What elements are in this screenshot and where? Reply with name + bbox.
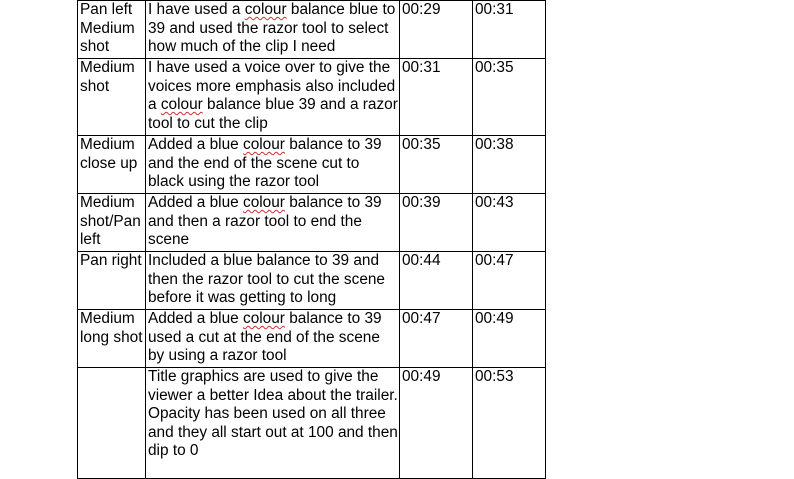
description-text: balance to 39 used a cut at the end of the scene by using a razor tool [148, 310, 382, 365]
shot-type-cell [78, 368, 146, 479]
end-time-cell: 00:43 [473, 194, 546, 252]
table-row [78, 310, 546, 368]
description-cell [146, 194, 400, 252]
shot-type-cell: Medium shot [78, 59, 146, 136]
description-cell [146, 1, 400, 59]
start-time-cell: 00:47 [400, 310, 473, 368]
description-text: Included a blue balance to 39 and then the razor tool to cut the scene before it was getting to long [148, 252, 385, 307]
end-time-cell: 00:31 [473, 1, 546, 59]
table-row [78, 194, 546, 252]
description-text: balance blue 39 and a razor tool to cut the clip [148, 96, 398, 132]
description-text: balance blue to 39 and used the razor tool to select how much of the clip I need [148, 1, 396, 56]
shot-type-cell: Pan left Medium shot [78, 1, 146, 59]
description-text: Title graphics are used to give the viewer a better Idea about the trailer. Opacity has been used on all three and they all start out at 100 and then dip to 0 [148, 368, 398, 460]
description-cell [146, 252, 400, 310]
shot-type-cell: Medium long shot [78, 310, 146, 368]
shot-type-cell: Medium close up [78, 136, 146, 194]
start-time-cell: 00:31 [400, 59, 473, 136]
table-row [78, 252, 546, 310]
spelling-flagged-word: colour [160, 96, 203, 114]
description-text: Added a blue [148, 310, 243, 327]
end-time-cell: 00:35 [473, 59, 546, 136]
description-cell [146, 136, 400, 194]
end-time-cell: 00:53 [473, 368, 546, 479]
start-time-cell: 00:29 [400, 1, 473, 59]
description-text: balance to 39 and the end of the scene cut to black using the razor tool [148, 136, 382, 191]
spelling-flagged-word: colour [243, 310, 285, 327]
spelling-flagged-word: colour [244, 1, 287, 18]
description-cell [146, 368, 400, 479]
description-text: balance to 39 and then a razor tool to end the scene [148, 194, 382, 249]
start-time-cell: 00:49 [400, 368, 473, 479]
table-row [78, 368, 546, 479]
start-time-cell: 00:44 [400, 252, 473, 310]
description-text: Added a blue [148, 136, 243, 153]
shot-type-cell: Pan right [78, 252, 146, 310]
end-time-cell: 00:49 [473, 310, 546, 368]
shot-list-table [77, 0, 546, 479]
table-row [78, 59, 546, 136]
table-row [78, 136, 546, 194]
description-cell [146, 310, 400, 368]
spelling-flagged-word: colour [243, 194, 285, 211]
start-time-cell: 00:35 [400, 136, 473, 194]
description-text: Added a blue [148, 194, 243, 211]
description-cell [146, 59, 400, 136]
shot-type-cell: Medium shot/Pan left [78, 194, 146, 252]
start-time-cell: 00:39 [400, 194, 473, 252]
end-time-cell: 00:38 [473, 136, 546, 194]
description-text: I have used a [148, 1, 245, 18]
table-row [78, 1, 546, 59]
end-time-cell: 00:47 [473, 252, 546, 310]
spelling-flagged-word: colour [243, 136, 285, 153]
description-text: I have used a voice over to give the voices more emphasis also included a [148, 59, 396, 114]
